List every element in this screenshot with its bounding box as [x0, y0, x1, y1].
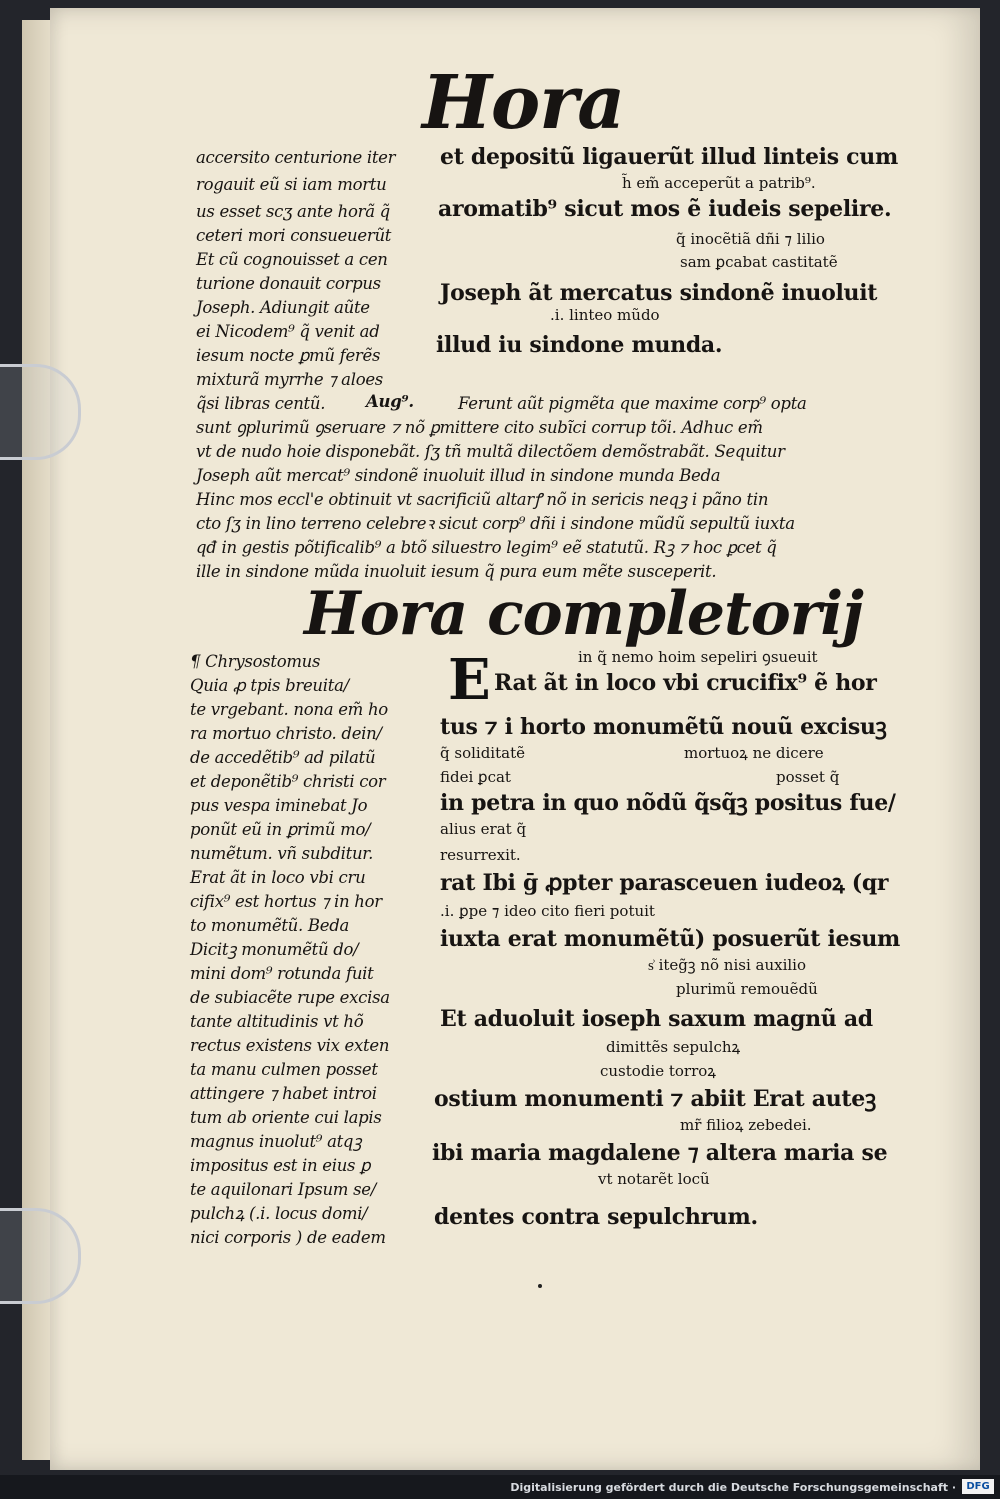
- commentary-line: tante altitudinis vt hõ: [190, 1012, 364, 1031]
- commentary-line: impositus est in eius ꝑ: [190, 1156, 371, 1175]
- gloss-line: accersito centurione iter: [196, 148, 396, 167]
- commentary-line: sunt ꝯplurimũ ꝯseruare ⁊ nõ ꝑmittere cito subĩci corrup tõi. Adhuc em̃: [196, 418, 763, 437]
- commentary-line: mini dom⁹ rotunda fuit: [190, 964, 374, 983]
- gloss-line: h̃ em̃ acceperũt a patrib⁹.: [622, 174, 816, 192]
- gloss-line: ceteri mori consueuerũt: [196, 226, 392, 245]
- gloss-line: q̃ soliditatẽ: [440, 744, 525, 762]
- main-text-line: ostium monumenti ⁊ abiit Erat auteꝫ: [434, 1086, 876, 1112]
- gloss-line: alius erat q̃: [440, 820, 527, 838]
- heading-hora: Hora: [422, 60, 625, 146]
- commentary-line: ponũt eũ in ꝑrimũ mo/: [190, 820, 371, 839]
- footer-credit: Digitalisierung gefördert durch die Deutsche Forschungsgemeinschaft ·: [510, 1481, 956, 1494]
- gloss-line: q̃ inocẽtiã dñi ⁊ lilio: [676, 230, 825, 248]
- main-text-line: et depositũ ligauerũt illud linteis cum: [440, 144, 898, 170]
- commentary-line: to monumẽtũ. Beda: [190, 916, 349, 935]
- gloss-line: posset q̃: [776, 768, 840, 786]
- main-text-line: illud iu sindone munda.: [436, 332, 723, 358]
- gloss-line: q̃si libras centũ.: [196, 394, 326, 413]
- commentary-line: cto ſʒ in lino terreno celebreꝛ sicut corp⁹ dñi i sindone mũdũ sepultũ iuxta: [196, 514, 795, 533]
- gloss-line: Et cũ cognouisset a cen: [196, 250, 388, 269]
- gloss-line: fidei ꝑcat: [440, 768, 511, 786]
- commentary-line: vt de nudo hoie disponebãt. ſʒ tñ multã dilectõem demõstrabãt. Sequitur: [196, 442, 785, 461]
- gloss-line: mortuoꝝ ne dicere: [684, 744, 824, 762]
- commentary-line: de subiacẽte rupe excisa: [190, 988, 390, 1007]
- main-text-line: Et aduoluit ioseph saxum magnũ ad: [440, 1006, 873, 1032]
- decorated-initial: E: [448, 647, 491, 713]
- gloss-line: iesum nocte ꝑmũ ferẽs: [196, 346, 381, 365]
- dfg-logo: DFG: [962, 1479, 994, 1494]
- commentary-line: de accedẽtib⁹ ad pilatũ: [190, 748, 376, 767]
- commentary-line: ille in sindone mũda inuoluit iesum q̃ pura eum mẽte susceperit.: [196, 562, 717, 581]
- commentary-line: Dicitꝫ monumẽtũ do/: [190, 940, 359, 959]
- main-text-line: Rat ãt in loco vbi crucifix⁹ ẽ hor: [494, 670, 877, 696]
- page-clip-top: [0, 364, 81, 460]
- commentary-line: tum ab oriente cui lapis: [190, 1108, 382, 1127]
- commentary-line: qđ in gestis põtificalib⁹ a btõ siluestro legim⁹ eẽ statutũ. Rꝫ ⁊ hoc ꝑcet q̃: [196, 538, 777, 557]
- commentary-line: Quia ꝓ tpis breuita/: [190, 676, 349, 695]
- main-text-line: ibi maria magdalene ⁊ altera maria se: [432, 1140, 888, 1166]
- gloss-line: mr̃ filioꝝ zebedei.: [680, 1116, 812, 1134]
- main-text-line: in petra in quo nõdũ q̃sq̃ꝫ positus fue/: [440, 790, 896, 816]
- commentary-line: Erat ãt in loco vbi cru: [190, 868, 366, 887]
- commentary-line: Joseph aũt mercat⁹ sindonẽ inuoluit illud in sindone munda Beda: [196, 466, 721, 485]
- gloss-line: ei Nicodem⁹ q̃ venit ad: [196, 322, 380, 341]
- commentary-line: cifix⁹ est hortus ⁊ in hor: [190, 892, 382, 911]
- main-text-line: iuxta erat monumẽtũ) posuerũt iesum: [440, 926, 901, 952]
- commentary-line: te vrgebant. nona em̃ ho: [190, 700, 388, 719]
- main-text-line: tus ⁊ i horto monumẽtũ nouũ excisuꝫ: [440, 714, 887, 740]
- gloss-line: resurrexit.: [440, 846, 521, 864]
- gloss-line: turione donauit corpus: [196, 274, 381, 293]
- page-clip-bottom: [0, 1208, 81, 1304]
- commentary-line: pus vespa iminebat Jo: [190, 796, 368, 815]
- main-text-line: Joseph ãt mercatus sindonẽ inuoluit: [440, 280, 878, 306]
- gloss-line: s͗ iteg̃ꝫ nõ nisi auxilio: [648, 956, 807, 974]
- commentary-line: ta manu culmen posset: [190, 1060, 378, 1079]
- commentary-line: te aquilonari Ipsum se/: [190, 1180, 376, 1199]
- main-text-line: rat Ibi ḡ ꝓpter parasceuen iudeoꝝ (qr: [440, 870, 889, 896]
- commentary-line: et deponẽtib⁹ christi cor: [190, 772, 386, 791]
- ink-speck: [538, 1284, 542, 1288]
- gloss-line: .i. linteo mũdo: [550, 306, 660, 324]
- main-text-line: dentes contra sepulchrum.: [434, 1204, 758, 1230]
- commentary-line: attingere ⁊ habet introi: [190, 1084, 377, 1103]
- gloss-line: Joseph. Adiungit aũte: [196, 298, 370, 317]
- gloss-line: sam ꝑcabat castitatẽ: [680, 253, 838, 271]
- commentary-line: numẽtum. vñ subditur.: [190, 844, 374, 863]
- aug-label: Aug⁹.: [366, 392, 414, 411]
- gloss-line: us esset scʒ ante horã q̃: [196, 202, 390, 221]
- gloss-line: in q̃ nemo hoim sepeliri ꝯsueuit: [578, 648, 818, 666]
- commentary-line: rectus existens vix exten: [190, 1036, 390, 1055]
- gloss-line: plurimũ remouẽdũ: [676, 980, 818, 998]
- gloss-line: rogauit eũ si iam mortu: [196, 175, 387, 194]
- commentary-line: pulchꝝ (.i. locus domi/: [190, 1204, 368, 1223]
- commentary-line: Hinc mos eccl'e obtinuit vt sacrificiũ altarꝭ nõ in sericis neqꝫ i pãno tin: [196, 490, 769, 509]
- gloss-line: .i. ꝑpe ⁊ ideo cito fieri potuit: [440, 902, 655, 920]
- commentary-line: nici corporis ) de eadem: [190, 1228, 386, 1247]
- commentary-line: ra mortuo christo. dein/: [190, 724, 382, 743]
- commentary-line: ¶ Chrysostomus: [190, 652, 321, 671]
- gloss-line: dimittẽs sepulchꝝ: [606, 1038, 741, 1056]
- gloss-line: mixturã myrrhe ⁊ aloes: [196, 370, 383, 389]
- commentary-line: Ferunt aũt pigmẽta que maxime corp⁹ opta: [458, 394, 807, 413]
- commentary-line: magnus inuolut⁹ atqꝫ: [190, 1132, 362, 1151]
- gloss-line: vt notarẽt locũ: [598, 1170, 710, 1188]
- gloss-line: custodie torroꝝ: [600, 1062, 716, 1080]
- main-text-line: aromatib⁹ sicut mos ẽ iudeis sepelire.: [438, 196, 892, 222]
- heading-hora-completorii: Hora completorij: [304, 579, 863, 649]
